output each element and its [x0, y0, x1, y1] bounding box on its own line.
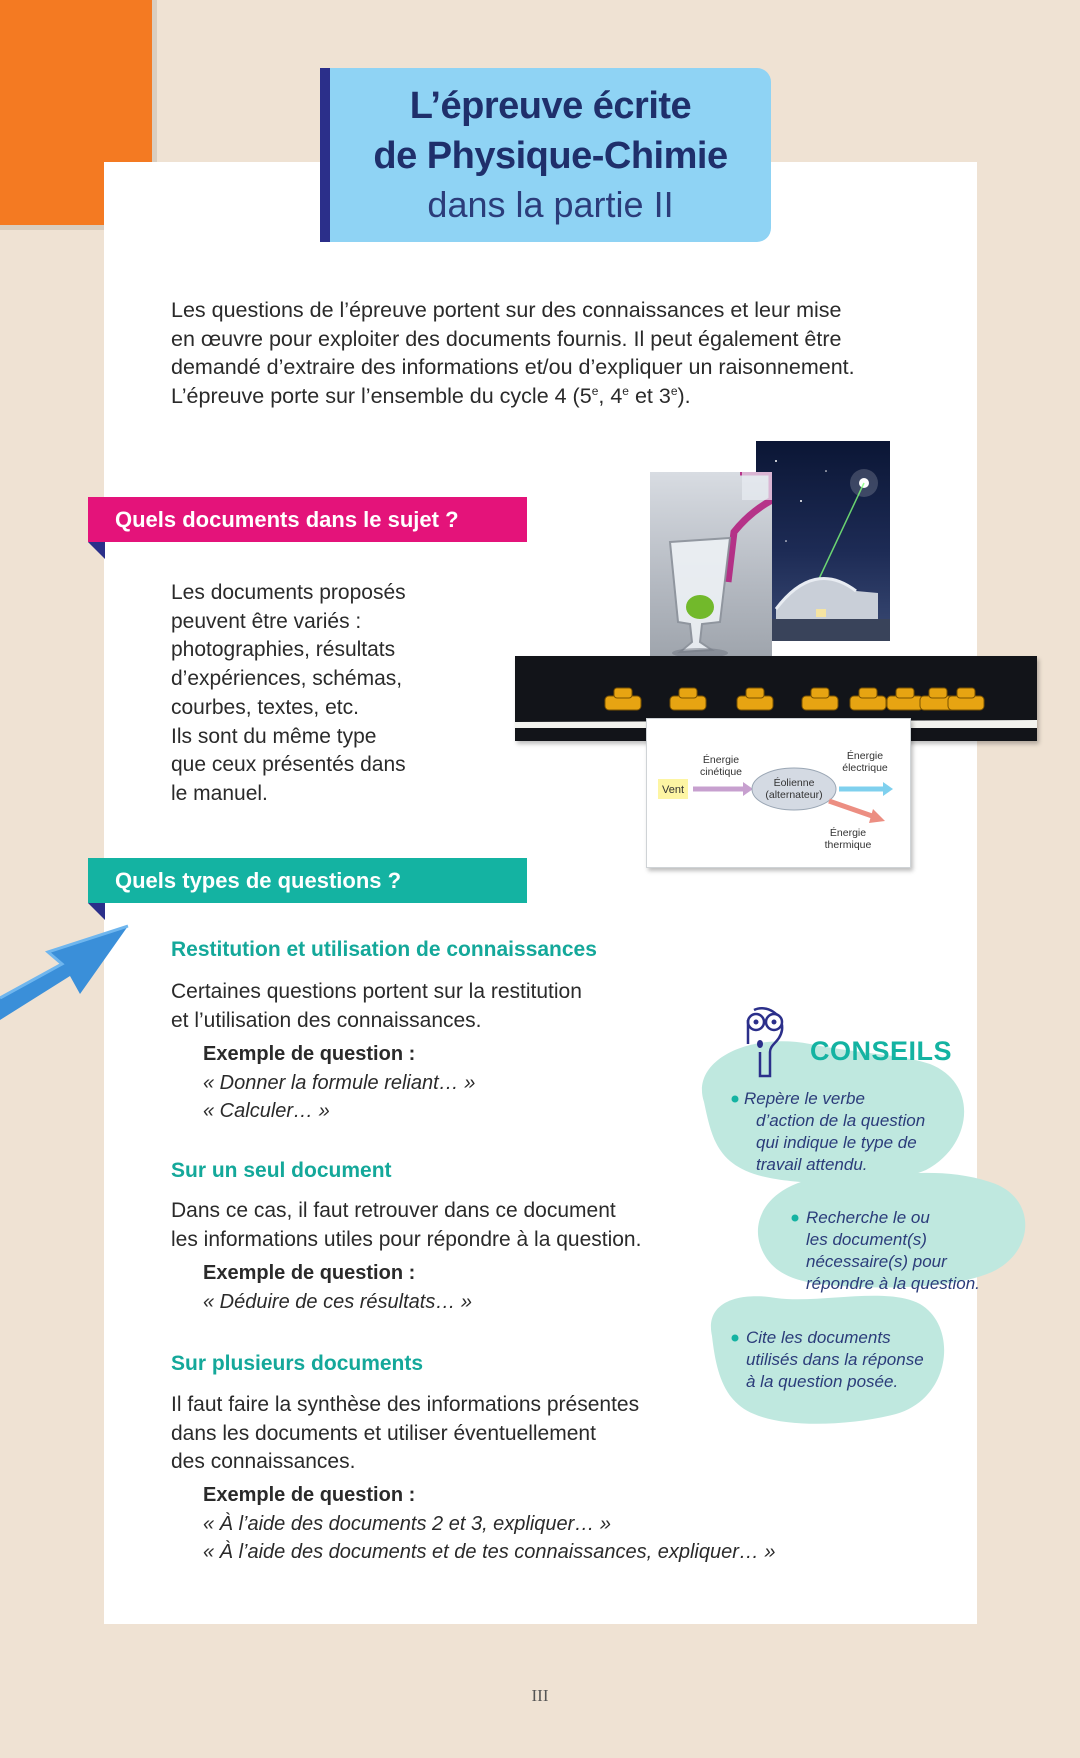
- title-line-3: dans la partie II: [427, 184, 674, 225]
- turbine-label: (alternateur): [765, 789, 823, 801]
- electric-label: électrique: [842, 762, 888, 774]
- paragraph-line: Il faut faire la synthèse des informations présentes: [171, 1393, 640, 1416]
- example-label: Exemple de question :: [203, 1262, 416, 1284]
- thermal-label: thermique: [824, 839, 872, 851]
- documents-heading-band: Quels documents dans le sujet ?: [88, 497, 527, 542]
- documents-line: Les documents proposés: [171, 581, 406, 604]
- thermal-label: Énergie: [829, 827, 867, 839]
- documents-description: [171, 579, 451, 809]
- kinetic-label: cinétique: [699, 766, 743, 778]
- paragraph-line: les informations utiles pour répondre à la question.: [171, 1227, 642, 1251]
- example-question: « À l’aide des documents et de tes connaissances, expliquer… »: [203, 1541, 776, 1563]
- conseils-panel: [690, 1000, 1050, 1440]
- vent-label: Vent: [661, 784, 685, 796]
- kinetic-label: Énergie: [702, 754, 740, 766]
- blue-arrow-icon: [0, 924, 132, 1024]
- example-question: « Donner la formule reliant… »: [203, 1071, 476, 1094]
- section-title-single-document: Sur un seul document: [171, 1159, 392, 1182]
- bullet-icon: [732, 1335, 739, 1342]
- documents-line: le manuel.: [171, 781, 268, 805]
- intro-line: demandé d’extraire des informations et/ou d’expliquer un raisonnement.: [171, 355, 855, 379]
- intro-text: et 3: [628, 383, 671, 408]
- intro-line: Les questions de l’épreuve portent sur des connaissances et leur mise: [171, 298, 842, 322]
- section-paragraph: [171, 978, 691, 1035]
- advice-line: à la question posée.: [746, 1372, 899, 1391]
- superscript: e: [622, 383, 629, 398]
- arrow-icon: [883, 782, 893, 796]
- example-label: Exemple de question :: [203, 1043, 416, 1065]
- beaker-photo: [650, 472, 772, 674]
- paragraph-line: des connaissances.: [171, 1450, 356, 1473]
- example-question: « Déduire de ces résultats… »: [203, 1290, 473, 1313]
- advice-line: Cite les documents: [746, 1328, 891, 1347]
- advice-line: répondre à la question.: [806, 1274, 980, 1293]
- example-block: [203, 1040, 475, 1126]
- paragraph-line: Certaines questions portent sur la restitution: [171, 980, 582, 1003]
- title-box: [320, 68, 771, 242]
- advice-line: nécessaire(s) pour: [806, 1252, 947, 1271]
- example-label: Exemple de question :: [203, 1484, 416, 1506]
- advice-line: Recherche le ou: [806, 1208, 930, 1227]
- bullet-icon: [732, 1096, 739, 1103]
- advice-line: d’action de la question: [756, 1111, 926, 1130]
- example-block: [203, 1259, 472, 1316]
- example-block: [203, 1481, 776, 1567]
- section-paragraph: [171, 1197, 731, 1254]
- superscript: e: [670, 383, 678, 398]
- documents-line: peuvent être variés :: [171, 609, 362, 633]
- paragraph-line: Dans ce cas, il faut retrouver dans ce document: [171, 1199, 616, 1222]
- intro-line: [171, 382, 911, 411]
- section-paragraph: [171, 1391, 731, 1477]
- intro-text: L’épreuve porte sur l’ensemble du cycle 4 (5: [171, 383, 592, 408]
- electric-label: Énergie: [846, 750, 884, 762]
- example-question: « Calculer… »: [203, 1100, 330, 1122]
- example-question: « À l’aide des documents 2 et 3, expliquer… »: [203, 1512, 612, 1535]
- bullet-icon: [792, 1215, 799, 1222]
- intro-text: ).: [677, 383, 691, 408]
- energy-chain-diagram: [646, 718, 911, 868]
- intro-text: , 4: [598, 383, 623, 408]
- documents-line: photographies, résultats: [171, 638, 396, 662]
- page-number: III: [531, 1686, 549, 1705]
- documents-line: d’expériences, schémas,: [171, 667, 403, 691]
- arrow-icon: [869, 809, 885, 823]
- title-line-1: L’épreuve écrite: [409, 85, 692, 127]
- title-line-2: de Physique-Chimie: [373, 135, 728, 177]
- turbine-label: Éolienne: [773, 777, 815, 789]
- intro-line: en œuvre pour exploiter des documents fournis. Il peut également être: [171, 326, 842, 351]
- superscript: e: [591, 383, 599, 398]
- advice-line: Repère le verbe: [744, 1089, 865, 1108]
- documents-line: que ceux présentés dans: [171, 753, 406, 777]
- section-title-restitution: Restitution et utilisation de connaissances: [171, 938, 597, 961]
- documents-line: courbes, textes, etc.: [171, 695, 359, 719]
- advice-line: les document(s): [806, 1230, 927, 1249]
- advice-line: utilisés dans la réponse: [746, 1350, 924, 1369]
- telescope-photo: [756, 441, 890, 641]
- documents-line: Ils sont du même type: [171, 724, 377, 748]
- section-title-multiple-documents: Sur plusieurs documents: [171, 1352, 424, 1375]
- questions-heading-band: Quels types de questions ?: [88, 858, 527, 903]
- intro-paragraph: [171, 296, 911, 410]
- paragraph-line: dans les documents et utiliser éventuellement: [171, 1421, 596, 1445]
- advice-line: qui indique le type de: [756, 1133, 917, 1152]
- paragraph-line: et l’utilisation des connaissances.: [171, 1008, 482, 1032]
- advice-line: travail attendu.: [756, 1155, 868, 1174]
- conseils-title: CONSEILS: [810, 1036, 953, 1066]
